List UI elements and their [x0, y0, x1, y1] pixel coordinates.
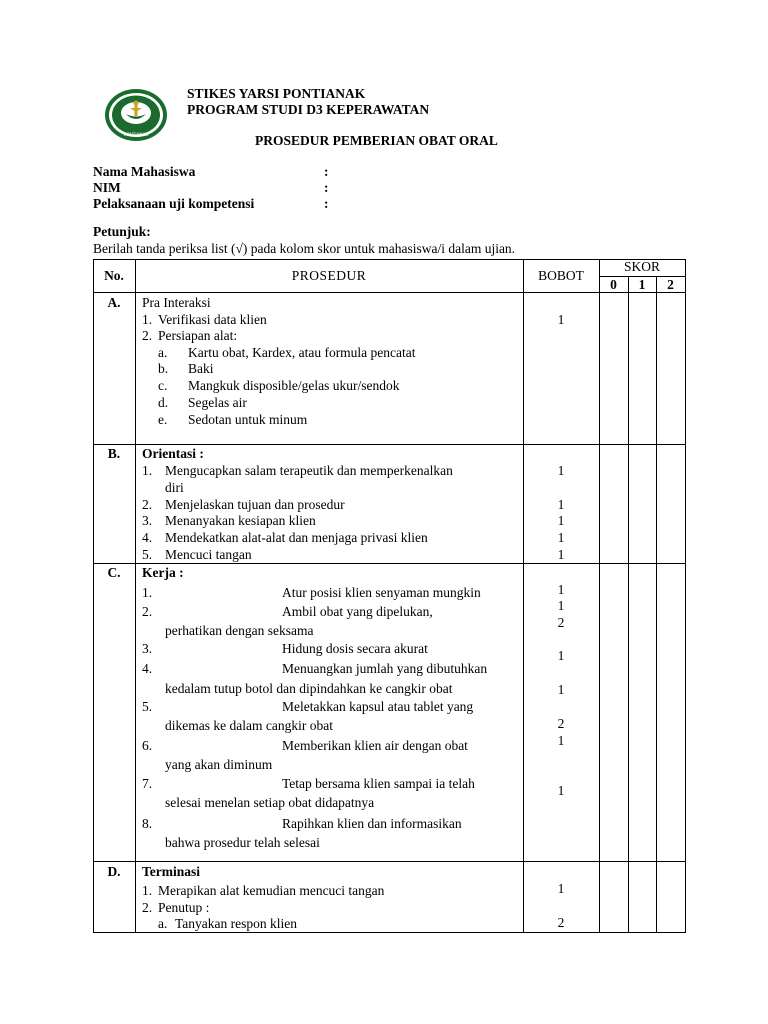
- section-b-item-text: Menanyakan kesiapan klien: [165, 513, 316, 528]
- section-b-item-num: 5.: [142, 547, 153, 562]
- section-a-item-num: 1.: [142, 312, 153, 327]
- section-b-item-bobot: 1: [557, 547, 565, 562]
- field-label-nama: Nama Mahasiswa: [93, 164, 196, 179]
- section-c-item-text: Memberikan klien air dengan obat: [282, 738, 468, 753]
- header-skor: SKOR: [623, 259, 660, 274]
- field-label-nim: NIM: [93, 180, 121, 195]
- section-a-no: A.: [107, 295, 121, 310]
- section-b-item-num: 2.: [142, 497, 153, 512]
- instructions-text: Berilah tanda periksa list (√) pada kolom skor untuk mahasiswa/i dalam ujian.: [93, 241, 516, 256]
- section-c-item-text: Menuangkan jumlah yang dibutuhkan: [282, 661, 488, 676]
- section-b-item-num: 3.: [142, 513, 153, 528]
- section-d-item-num: 1.: [142, 883, 153, 898]
- section-c-item-num: 5.: [142, 699, 153, 714]
- section-a-subitem-letter: c.: [158, 378, 168, 393]
- section-c-item-num: 8.: [142, 816, 153, 831]
- section-a-title: Pra Interaksi: [142, 295, 211, 310]
- section-a-subitem-letter: e.: [158, 412, 168, 427]
- field-colon-nama: :: [324, 164, 329, 179]
- section-d-subitem-letter: a.: [158, 916, 168, 931]
- institution-name: STIKES YARSI PONTIANAK: [187, 86, 366, 101]
- title-block: [187, 86, 429, 118]
- section-c-item-text: Tetap bersama klien sampai ia telah: [282, 776, 475, 791]
- section-c-item-text-cont: selesai menelan setiap obat didapatnya: [165, 795, 375, 810]
- section-c-item-num: 7.: [142, 776, 153, 791]
- section-c-item-text-cont: yang akan diminum: [165, 757, 273, 772]
- header-skor-2: 2: [667, 277, 674, 292]
- section-d-no: D.: [107, 864, 121, 879]
- field-label-pelaksanaan: Pelaksanaan uji kompetensi: [93, 196, 255, 211]
- section-c-title: Kerja :: [142, 565, 184, 580]
- section-a-item-text: Persiapan alat:: [158, 328, 238, 343]
- section-c-item-text: Ambil obat yang dipelukan,: [282, 604, 433, 619]
- section-c-bobot: 1: [557, 648, 565, 663]
- section-c-item-num: 4.: [142, 661, 153, 676]
- section-b-item-num: 1.: [142, 463, 153, 478]
- header-prosedur: PROSEDUR: [291, 268, 367, 283]
- section-c-bobot: 1: [557, 598, 565, 613]
- section-c-bobot: 2: [557, 615, 565, 630]
- section-c-bobot: 1: [557, 582, 565, 597]
- section-b-item-bobot: 1: [557, 497, 565, 512]
- section-b-item-bobot: 1: [557, 530, 565, 545]
- section-a-subitem-text: Baki: [188, 361, 214, 376]
- section-b-item-num: 4.: [142, 530, 153, 545]
- section-b-item-bobot: 1: [557, 463, 565, 478]
- section-c-bobot: 2: [557, 716, 565, 731]
- header-bobot: BOBOT: [538, 268, 584, 283]
- section-c-item-num: 1.: [142, 585, 153, 600]
- instructions-heading: Petunjuk:: [93, 224, 151, 239]
- section-c-item-text: Rapihkan klien dan informasikan: [282, 816, 462, 831]
- section-c-item-text: Atur posisi klien senyaman mungkin: [282, 585, 481, 600]
- section-b-item-text-cont: diri: [165, 480, 184, 495]
- section-c-item-num: 3.: [142, 641, 153, 656]
- section-c-no: C.: [107, 565, 121, 580]
- program-name: PROGRAM STUDI D3 KEPERAWATAN: [187, 102, 430, 117]
- section-a-subitem-text: Segelas air: [188, 395, 247, 410]
- section-b-item-text: Mencuci tangan: [165, 547, 252, 562]
- section-a-subitem-text: Kartu obat, Kardex, atau formula pencatat: [188, 345, 416, 360]
- section-c-item-num: 6.: [142, 738, 153, 753]
- institution-logo: [104, 88, 168, 142]
- section-a-subitem-text: Sedotan untuk minum: [188, 412, 308, 427]
- section-d-subitem-text: Tanyakan respon klien: [175, 916, 298, 931]
- section-c-bobot: 1: [557, 733, 565, 748]
- section-b-item-text: Mendekatkan alat-alat dan menjaga privasi klien: [165, 530, 428, 545]
- section-d-subitem-bobot: 2: [557, 915, 565, 930]
- field-colon-pelaksanaan: :: [324, 196, 329, 211]
- field-colon-nim: :: [324, 180, 329, 195]
- document-title: PROSEDUR PEMBERIAN OBAT ORAL: [255, 133, 498, 148]
- section-d-item-num: 2.: [142, 900, 153, 915]
- section-a-item-num: 2.: [142, 328, 153, 343]
- section-c-bobot: 1: [557, 682, 565, 697]
- section-c-item-text: Meletakkan kapsul atau tablet yang: [282, 699, 474, 714]
- section-d-item-bobot: 1: [557, 881, 565, 896]
- section-d-item-text: Merapikan alat kemudian mencuci tangan: [158, 883, 385, 898]
- section-a-subitem-text: Mangkuk disposible/gelas ukur/sendok: [188, 378, 400, 393]
- section-a-subitem-letter: b.: [158, 361, 169, 376]
- section-c-item-text-cont: bahwa prosedur telah selesai: [165, 835, 320, 850]
- section-a-item-bobot: 1: [557, 312, 565, 327]
- section-b-no: B.: [107, 446, 121, 461]
- section-d-title: Terminasi: [142, 864, 201, 879]
- section-c-item-text: Hidung dosis secara akurat: [282, 641, 428, 656]
- header-no: No.: [104, 268, 124, 283]
- section-b-title: Orientasi :: [142, 446, 204, 461]
- section-d-item-text: Penutup :: [158, 900, 210, 915]
- section-a-subitem-letter: d.: [158, 395, 169, 410]
- header-skor-0: 0: [610, 277, 617, 292]
- section-c-item-text-cont: dikemas ke dalam cangkir obat: [165, 718, 333, 733]
- section-c-item-text-cont: kedalam tutup botol dan dipindahkan ke cangkir obat: [165, 681, 453, 696]
- header-skor-1: 1: [638, 277, 646, 292]
- section-b-item-text: Menjelaskan tujuan dan prosedur: [165, 497, 345, 512]
- section-c-item-text-cont: perhatikan dengan seksama: [165, 623, 314, 638]
- section-c-bobot: 1: [557, 783, 565, 798]
- section-a-item-text: Verifikasi data klien: [158, 312, 267, 327]
- section-c-item-num: 2.: [142, 604, 153, 619]
- section-b-item-bobot: 1: [557, 513, 565, 528]
- section-a-subitem-letter: a.: [158, 345, 168, 360]
- section-b-item-text: Mengucapkan salam terapeutik dan memperkenalkan: [165, 463, 453, 478]
- logo-text: PONTIANAK: [123, 132, 149, 137]
